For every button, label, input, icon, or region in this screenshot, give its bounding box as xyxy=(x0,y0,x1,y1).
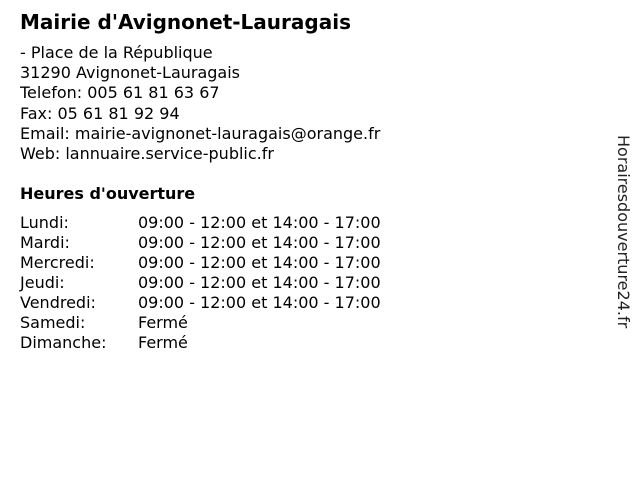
day-label: Lundi: xyxy=(20,213,69,232)
hours-heading: Heures d'ouverture xyxy=(20,184,196,203)
time-value: Fermé xyxy=(138,333,188,352)
web-line: Web: lannuaire.service-public.fr xyxy=(20,143,274,163)
time-value: 09:00 - 12:00 et 14:00 - 17:00 xyxy=(138,273,381,292)
time-value: 09:00 - 12:00 et 14:00 - 17:00 xyxy=(138,213,381,232)
day-label: Mercredi: xyxy=(20,253,95,272)
day-label: Samedi: xyxy=(20,313,86,332)
day-label: Vendredi: xyxy=(20,293,96,312)
day-label: Jeudi: xyxy=(20,273,65,292)
phone-line: Telefon: 005 61 81 63 67 xyxy=(20,83,220,103)
address-street: - Place de la République xyxy=(20,43,213,62)
address-city: 31290 Avignonet-Lauragais xyxy=(20,63,241,83)
fax-line: Fax: 05 61 81 92 94 xyxy=(20,103,180,123)
day-label: Mardi: xyxy=(20,233,70,252)
time-value: 09:00 - 12:00 et 14:00 - 17:00 xyxy=(138,233,381,252)
day-label: Dimanche: xyxy=(20,333,107,352)
time-value: 09:00 - 12:00 et 14:00 - 17:00 xyxy=(138,293,381,312)
email-line: Email: mairie-avignonet-lauragais@orange.fr xyxy=(20,123,381,143)
page-title: Mairie d'Avignonet-Lauragais xyxy=(20,10,351,34)
address-block xyxy=(20,43,380,164)
time-value: 09:00 - 12:00 et 14:00 - 17:00 xyxy=(138,253,381,272)
site-watermark: Horairesdouverture24.fr xyxy=(614,135,633,329)
time-value: Fermé xyxy=(138,313,188,332)
